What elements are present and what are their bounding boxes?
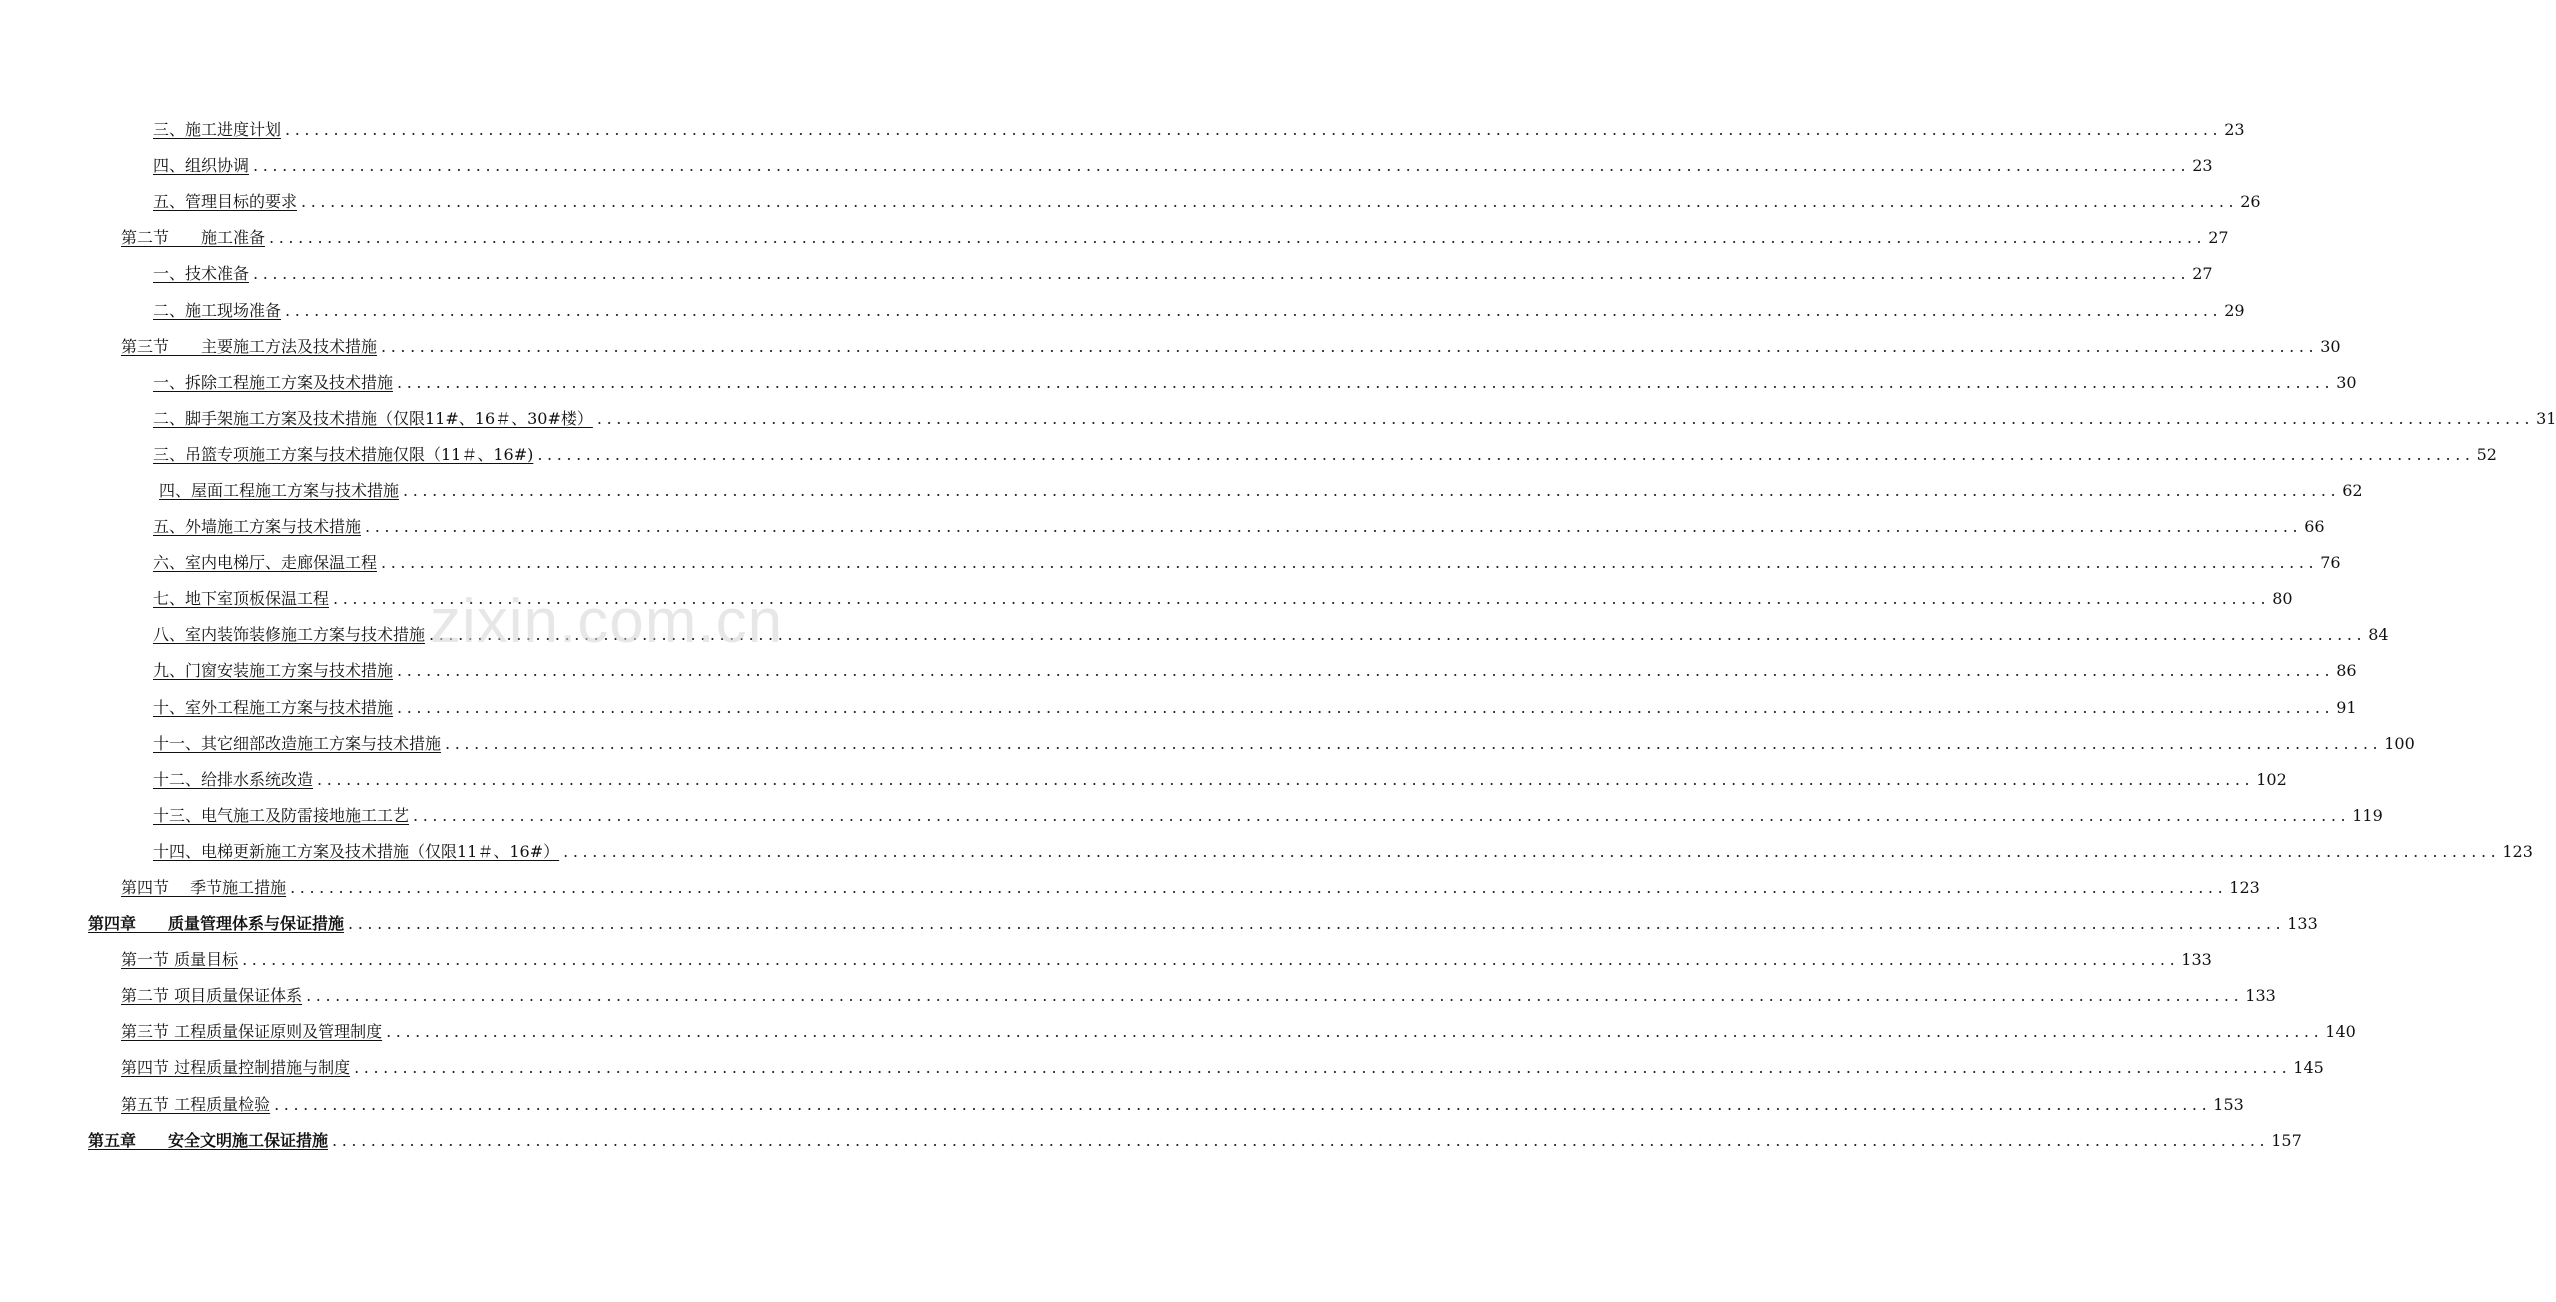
toc-entry-title[interactable]: 十三、电气施工及防雷接地施工工艺: [153, 805, 410, 825]
toc-entry[interactable]: [0, 437, 2497, 473]
toc-entry[interactable]: [0, 1050, 2324, 1086]
toc-entry-title[interactable]: 第三节 主要施工方法及技术措施: [121, 336, 378, 356]
toc-entry-title[interactable]: 第四章 质量管理体系与保证措施: [88, 914, 345, 934]
toc-entry[interactable]: [0, 1123, 2302, 1159]
table-of-contents: [0, 112, 2556, 1159]
toc-entry-page: 27: [2192, 264, 2213, 284]
toc-dot-leader: ........................................................................................................................................................................................................: [413, 805, 2351, 825]
toc-entry[interactable]: [0, 184, 2261, 220]
toc-entry-page: 100: [2384, 733, 2415, 753]
toc-entry[interactable]: [0, 1014, 2356, 1050]
toc-entry-page: 123: [2502, 841, 2533, 861]
toc-entry-title[interactable]: 二、脚手架施工方案及技术措施（仅限11#、16＃、30#楼）: [153, 408, 593, 428]
toc-dot-leader: ........................................................................................................................................................................................................: [397, 697, 2335, 717]
toc-entry-page: 119: [2352, 805, 2383, 825]
toc-entry-page: 62: [2342, 480, 2363, 500]
toc-entry[interactable]: [0, 978, 2276, 1014]
toc-entry-title[interactable]: 七、地下室顶板保温工程: [153, 589, 330, 609]
toc-entry-title[interactable]: 十、室外工程施工方案与技术措施: [153, 697, 394, 717]
toc-entry[interactable]: [0, 329, 2341, 365]
toc-dot-leader: ........................................................................................................................................................................................................: [403, 480, 2341, 500]
toc-entry-title[interactable]: 八、室内装饰装修施工方案与技术措施: [153, 625, 426, 645]
toc-dot-leader: ........................................................................................................................................................................................................: [365, 517, 2303, 537]
toc-dot-leader: ........................................................................................................................................................................................................: [381, 553, 2319, 573]
toc-entry-page: 23: [2224, 120, 2245, 140]
toc-entry[interactable]: [0, 942, 2212, 978]
toc-entry-title[interactable]: 十二、给排水系统改造: [153, 769, 314, 789]
toc-entry-page: 31: [2536, 408, 2556, 428]
toc-entry-title[interactable]: 第四节 季节施工措施: [121, 878, 287, 898]
toc-entry[interactable]: [0, 256, 2213, 292]
toc-entry-title[interactable]: 第三节 工程质量保证原则及管理制度: [121, 1022, 383, 1042]
toc-entry-title[interactable]: 第五章 安全文明施工保证措施: [88, 1130, 329, 1150]
toc-dot-leader: ........................................................................................................................................................................................................: [317, 769, 2255, 789]
toc-dot-leader: ........................................................................................................................................................................................................: [253, 156, 2191, 176]
toc-entry-page: 52: [2476, 444, 2497, 464]
toc-entry-page: 133: [2181, 950, 2212, 970]
toc-entry[interactable]: [0, 401, 2556, 437]
toc-dot-leader: ........................................................................................................................................................................................................: [274, 1094, 2212, 1114]
toc-dot-leader: ........................................................................................................................................................................................................: [348, 914, 2286, 934]
toc-entry-title[interactable]: 第二节 项目质量保证体系: [121, 986, 303, 1006]
toc-dot-leader: ........................................................................................................................................................................................................: [397, 661, 2335, 681]
watermark: zixin.com.cn: [430, 587, 784, 656]
toc-entry-page: 133: [2287, 914, 2318, 934]
toc-dot-leader: ........................................................................................................................................................................................................: [253, 264, 2191, 284]
toc-entry[interactable]: [0, 653, 2357, 689]
toc-dot-leader: ........................................................................................................................................................................................................: [563, 841, 2501, 861]
toc-entry-page: 153: [2213, 1094, 2244, 1114]
toc-entry-page: 123: [2229, 878, 2260, 898]
toc-entry[interactable]: [0, 581, 2293, 617]
toc-entry-page: 30: [2336, 372, 2357, 392]
toc-entry-page: 91: [2336, 697, 2357, 717]
toc-entry-page: 23: [2192, 156, 2213, 176]
toc-entry-title[interactable]: 一、技术准备: [153, 264, 250, 284]
toc-dot-leader: ........................................................................................................................................................................................................: [445, 733, 2383, 753]
toc-entry-page: 66: [2304, 517, 2325, 537]
toc-entry-title[interactable]: 三、施工进度计划: [153, 120, 282, 140]
toc-entry-page: 140: [2325, 1022, 2356, 1042]
toc-entry[interactable]: [0, 365, 2357, 401]
toc-entry-title[interactable]: 第一节 质量目标: [121, 950, 239, 970]
toc-entry[interactable]: [0, 1087, 2244, 1123]
toc-entry-page: 29: [2224, 300, 2245, 320]
toc-entry-page: 84: [2368, 625, 2389, 645]
toc-entry[interactable]: [0, 726, 2415, 762]
toc-dot-leader: ........................................................................................................................................................................................................: [354, 1058, 2292, 1078]
toc-entry-page: 30: [2320, 336, 2341, 356]
toc-entry[interactable]: [0, 220, 2229, 256]
toc-entry-title[interactable]: 五、外墙施工方案与技术措施: [153, 517, 362, 537]
toc-entry-title[interactable]: 十四、电梯更新施工方案及技术措施（仅限11＃、16#）: [153, 841, 560, 861]
toc-dot-leader: ........................................................................................................................................................................................................: [242, 950, 2180, 970]
toc-entry-title[interactable]: 二、施工现场准备: [153, 300, 282, 320]
toc-entry-page: 102: [2256, 769, 2287, 789]
toc-entry-title[interactable]: 四、屋面工程施工方案与技术措施: [159, 480, 400, 500]
toc-entry[interactable]: [0, 617, 2389, 653]
toc-dot-leader: ........................................................................................................................................................................................................: [537, 444, 2475, 464]
toc-dot-leader: ........................................................................................................................................................................................................: [386, 1022, 2324, 1042]
toc-entry-title[interactable]: 六、室内电梯厅、走廊保温工程: [153, 553, 378, 573]
toc-entry[interactable]: [0, 690, 2357, 726]
toc-entry-page: 157: [2271, 1130, 2302, 1150]
toc-entry[interactable]: [0, 545, 2341, 581]
toc-dot-leader: ........................................................................................................................................................................................................: [381, 336, 2319, 356]
toc-dot-leader: ........................................................................................................................................................................................................: [269, 228, 2207, 248]
toc-dot-leader: ........................................................................................................................................................................................................: [285, 120, 2223, 140]
toc-entry[interactable]: [0, 798, 2383, 834]
toc-entry[interactable]: [0, 762, 2287, 798]
toc-entry[interactable]: [0, 148, 2213, 184]
toc-entry-page: 26: [2240, 192, 2261, 212]
toc-entry[interactable]: [0, 834, 2533, 870]
toc-entry[interactable]: [0, 473, 2363, 509]
toc-dot-leader: ........................................................................................................................................................................................................: [290, 878, 2228, 898]
toc-entry-title[interactable]: 三、吊篮专项施工方案与技术措施仅限（11＃、16#): [153, 444, 534, 464]
toc-dot-leader: ........................................................................................................................................................................................................: [301, 192, 2239, 212]
toc-entry[interactable]: [0, 870, 2260, 906]
toc-dot-leader: ........................................................................................................................................................................................................: [429, 625, 2367, 645]
toc-entry[interactable]: [0, 509, 2325, 545]
toc-entry-title[interactable]: 九、门窗安装施工方案与技术措施: [153, 661, 394, 681]
toc-entry-title[interactable]: 第二节 施工准备: [121, 228, 266, 248]
toc-dot-leader: ........................................................................................................................................................................................................: [333, 589, 2271, 609]
toc-entry-page: 86: [2336, 661, 2357, 681]
toc-entry-title[interactable]: 四、组织协调: [153, 156, 250, 176]
toc-entry[interactable]: [0, 112, 2245, 148]
toc-dot-leader: ........................................................................................................................................................................................................: [397, 372, 2335, 392]
toc-dot-leader: ........................................................................................................................................................................................................: [306, 986, 2244, 1006]
toc-entry-title[interactable]: 一、拆除工程施工方案及技术措施: [153, 372, 394, 392]
toc-entry-page: 133: [2245, 986, 2276, 1006]
toc-entry[interactable]: [0, 292, 2245, 328]
toc-list: [0, 112, 2556, 1159]
toc-entry-title[interactable]: 五、管理目标的要求: [153, 192, 298, 212]
toc-entry-title[interactable]: 第五节 工程质量检验: [121, 1094, 271, 1114]
toc-dot-leader: ........................................................................................................................................................................................................: [596, 408, 2535, 428]
toc-dot-leader: ........................................................................................................................................................................................................: [285, 300, 2223, 320]
toc-entry-title[interactable]: 第四节 过程质量控制措施与制度: [121, 1058, 351, 1078]
toc-entry-page: 76: [2320, 553, 2341, 573]
toc-entry-page: 80: [2272, 589, 2293, 609]
toc-entry-page: 145: [2293, 1058, 2324, 1078]
toc-entry[interactable]: [0, 906, 2318, 942]
toc-entry-page: 27: [2208, 228, 2229, 248]
toc-dot-leader: ........................................................................................................................................................................................................: [332, 1130, 2270, 1150]
toc-entry-title[interactable]: 十一、其它细部改造施工方案与技术措施: [153, 733, 442, 753]
